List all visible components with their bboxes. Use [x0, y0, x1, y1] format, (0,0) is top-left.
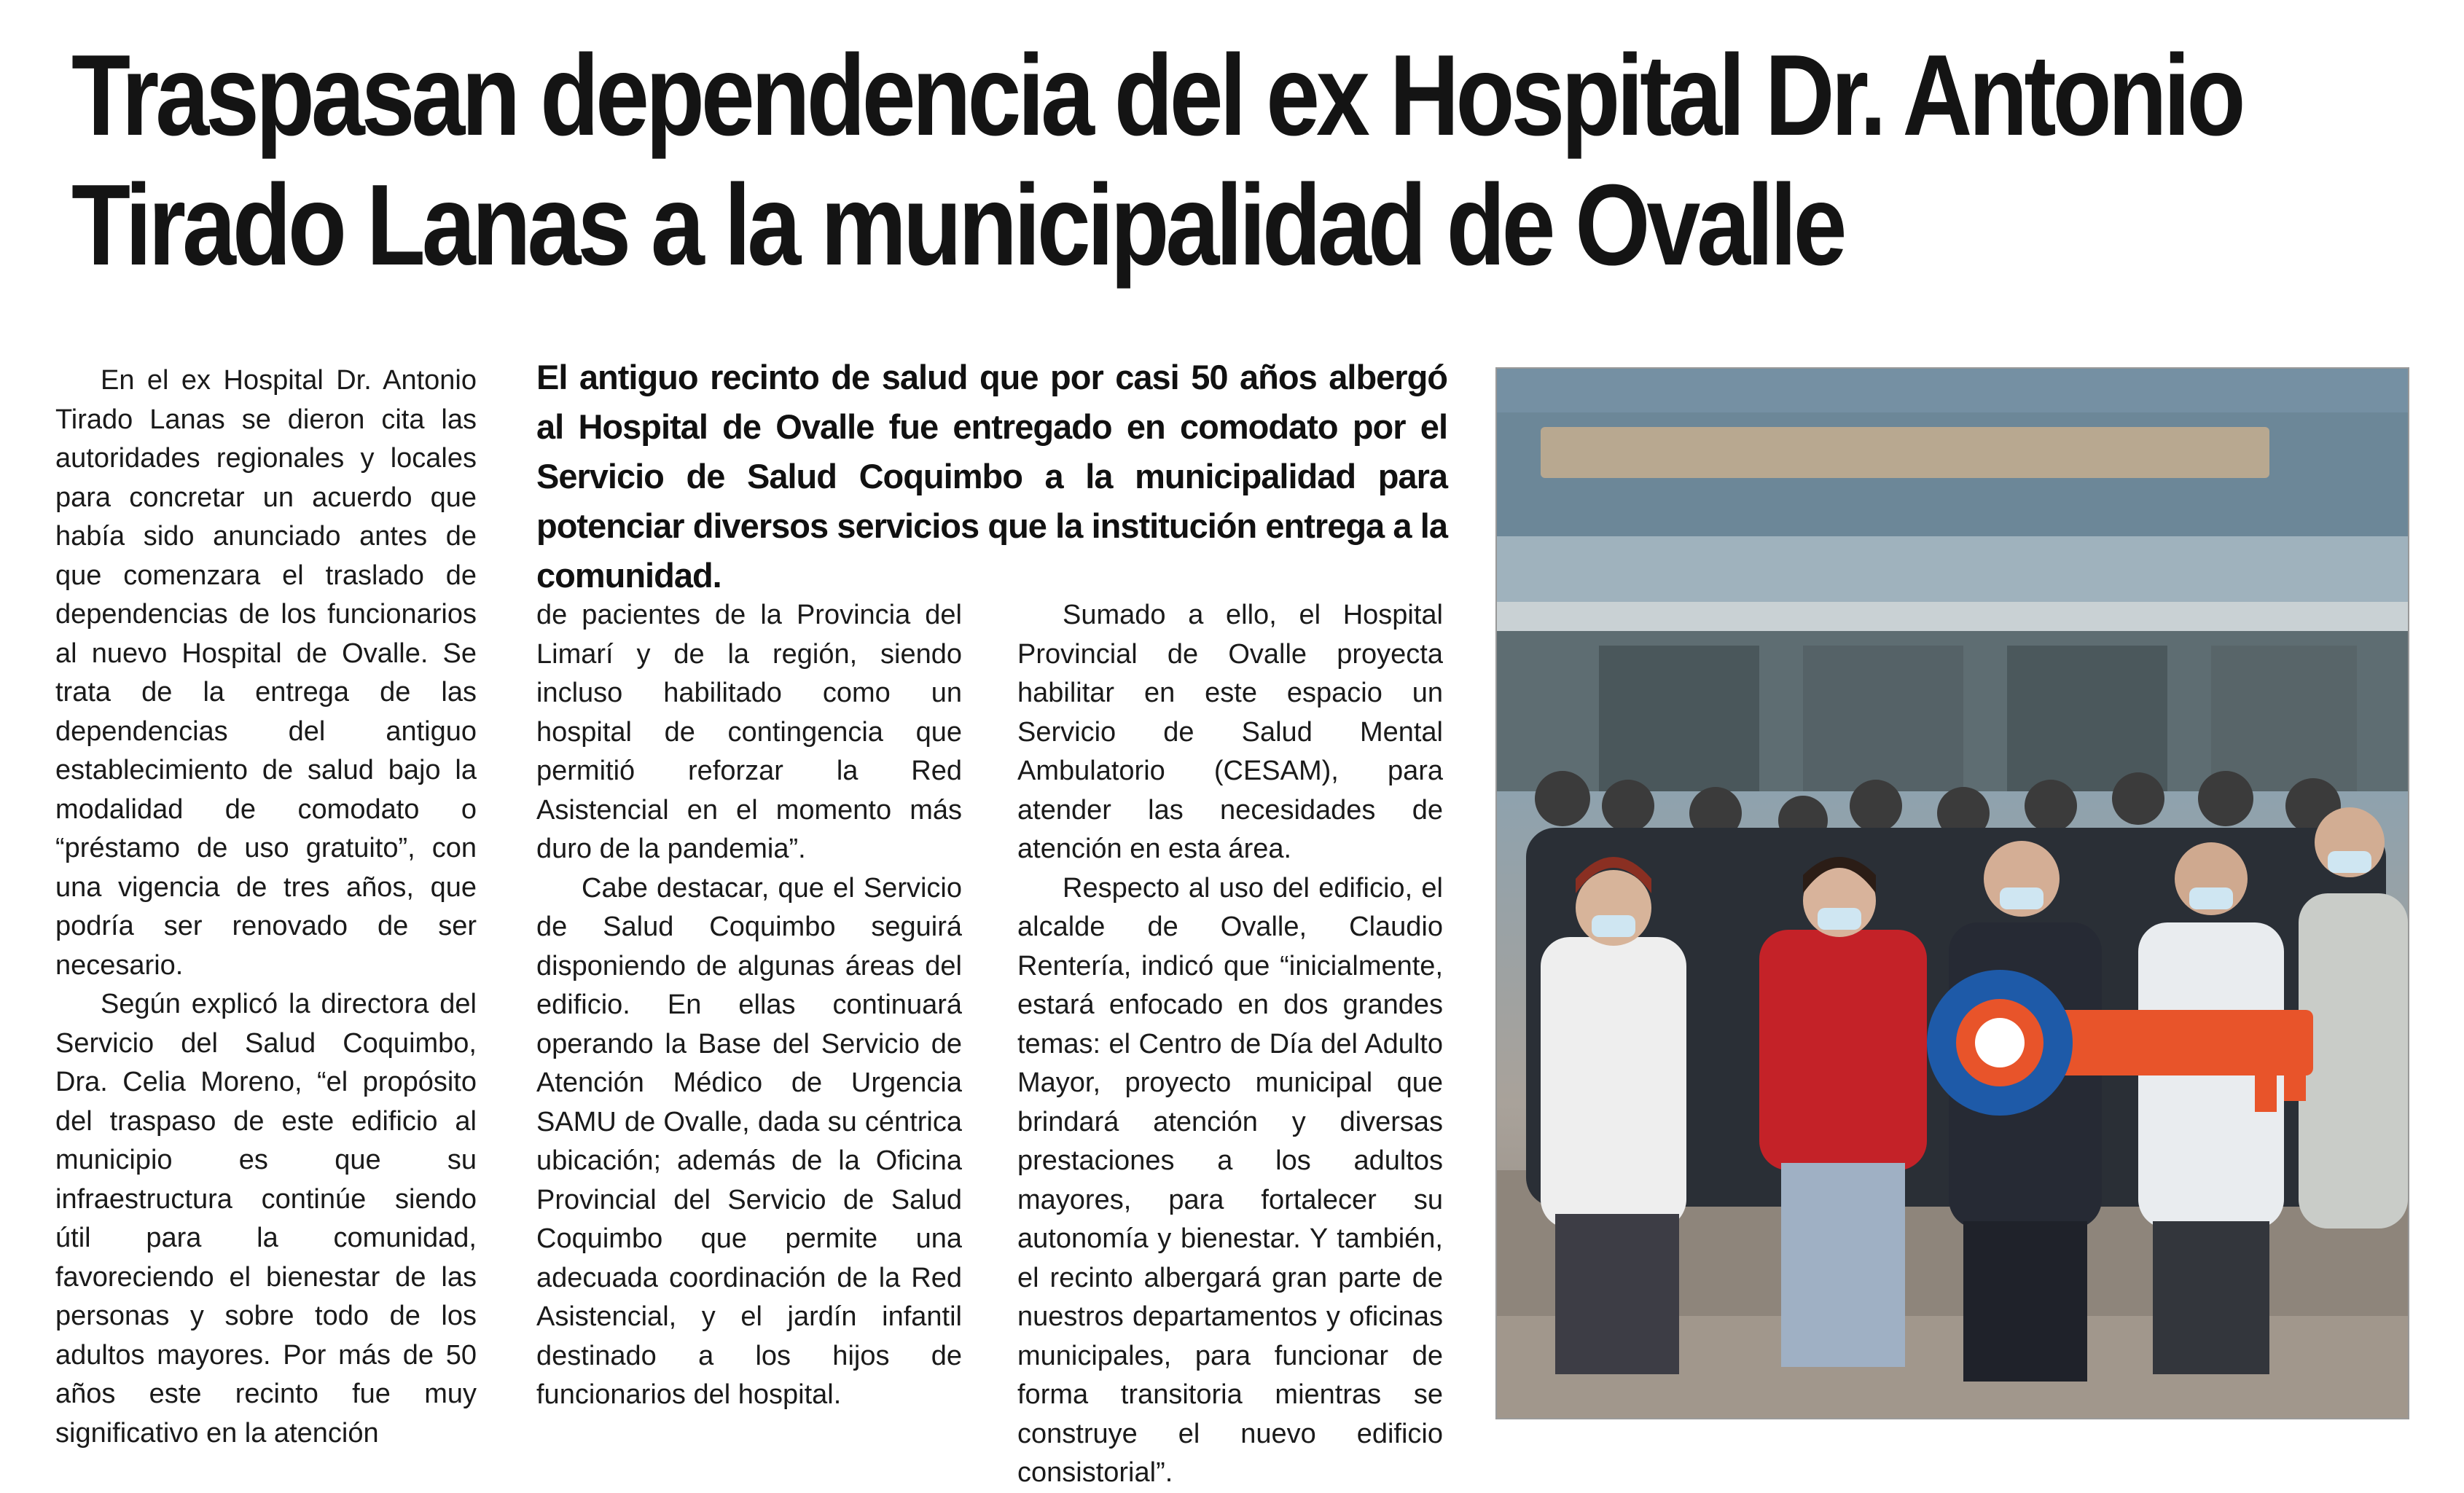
news-photo: [1495, 367, 2409, 1419]
paragraph: Respecto al uso del edificio, el alcalde de Ovalle, Claudio Rentería, indicó que “inicialmente, estará enfocado en dos grandes temas: el Centro de Día del Adulto Mayor, proyecto municipal que brindará atención y diversas prestaciones a los adultos mayores, para fortalecer su autonomía y bienestar. Y también, el recinto albergará gran parte de nuestros departamentos y oficinas municipales, para funcionar de forma transitoria mientras se construye el nuevo edificio consistorial”.: [1017, 872, 1443, 1488]
paragraph: En el ex Hospital Dr. Antonio Tirado Lanas se dieron cita las autoridades regionales y locales para concretar un acuerdo que había sido anunciado antes de que comenzara el traslado de dependencias de los funcionarios al nuevo Hospital de Ovalle. Se trata de la entrega de las dependencias del antiguo establecimiento de salud bajo la modalidad de comodato o “préstamo de uso gratuito”, con una vigencia de tres años, que podría ser renovado de ser necesario.: [55, 365, 477, 981]
headline: [71, 31, 2242, 290]
paragraph: Cabe destacar, que el Servicio de Salud Coquimbo seguirá disponiendo de algunas áreas del edificio. En ellas continuará operando la Base del Servicio de Atención Médico de Urgencia SAMU de Ovalle, dada su céntrica ubicación; además de la Oficina Provincial del Servicio de Salud Coquimbo que permite una adecuada coordinación de la Red Asistencial, y el jardín infantil destinado a los hijos de funcionarios del hospital.: [536, 872, 962, 1410]
headline-line-1: Traspasan dependencia del ex Hospital Dr. Antonio: [71, 31, 2242, 160]
group-photo-illustration: [1497, 369, 2408, 1418]
body-column-2: [536, 596, 962, 1415]
body-column-1: [55, 361, 477, 1453]
person-red-jacket: [1759, 857, 1927, 1367]
canopy: [1497, 602, 2408, 631]
paragraph: Según explicó la directora del Servicio del Salud Coquimbo, Dra. Celia Moreno, “el propósito del traspaso de este edificio al municipio es que su infraestructura continúe siendo útil para la comunidad, favoreciendo el bienestar de las personas y sobre todo de los adultos mayores. Por más de 50 años este recinto fue muy significativo en la atención: [55, 989, 477, 1449]
body-column-3: [1017, 596, 1443, 1493]
paragraph: de pacientes de la Provincia del Limarí y de la región, siendo incluso habilitado como un hospital de contingencia que permitió reforzar la Red Asistencial en el momento más duro de la pandemia”.: [536, 600, 962, 864]
lead-paragraph: El antiguo recinto de salud que por casi 50 años albergó al Hospital de Ovalle fue entregado en comodato por el Servicio de Salud Coquimbo a la municipalidad para potenciar diversos servicios que la institución entrega a la comunidad.: [536, 358, 1447, 595]
building-sign: [1541, 427, 2269, 478]
headline-line-2: Tirado Lanas a la municipalidad de Ovalle: [71, 161, 1844, 289]
paragraph: Sumado a ello, el Hospital Provincial de Ovalle proyecta habilitar en este espacio un Servicio de Salud Mental Ambulatorio (CESAM), para atender las necesidades de atención en esta área.: [1017, 600, 1443, 864]
